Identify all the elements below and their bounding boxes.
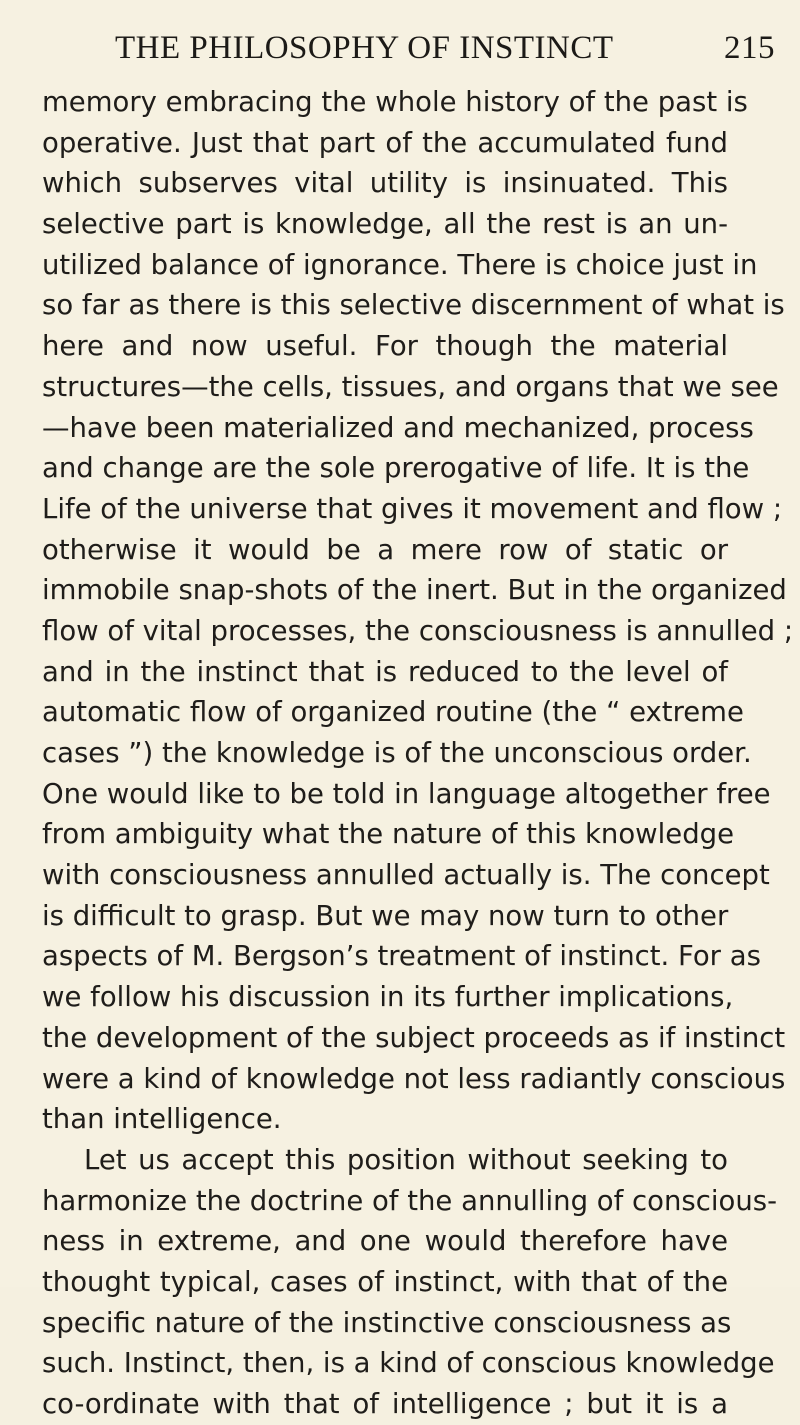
- text-line: with consciousness annulled actually is. The concept: [42, 859, 770, 892]
- text-line: such. Instinct, then, is a kind of conscious knowledge: [42, 1347, 775, 1380]
- text-line: memory embracing the whole history of the past is: [42, 86, 748, 118]
- text-line: is difficult to grasp. But we may now turn to other: [42, 899, 729, 932]
- text-line: One would like to be told in language altogether free: [42, 777, 771, 810]
- text-line: selective part is knowledge, all the rest is an un-: [42, 208, 728, 241]
- page-number: 215: [724, 30, 775, 66]
- paragraph-end-line: than intelligence.: [42, 1103, 282, 1136]
- text-line: and change are the sole prerogative of life. It is the: [42, 452, 750, 485]
- text-line: automatic flow of organized routine (the “ extreme: [42, 696, 744, 729]
- running-title: THE PHILOSOPHY OF INSTINCT: [115, 30, 614, 66]
- text-line: we follow his discussion in its further implications,: [42, 981, 734, 1014]
- text-line: specific nature of the instinctive consciousness as: [42, 1306, 732, 1339]
- text-line: which subserves vital utility is insinuated. This: [42, 167, 728, 200]
- text-line: immobile snap-shots of the inert. But in the organized: [42, 574, 787, 607]
- text-line: and in the instinct that is reduced to the level of: [42, 655, 728, 688]
- text-line: so far as there is this selective discernment of what is: [42, 289, 785, 322]
- text-line: the development of the subject proceeds as if instinct: [42, 1021, 786, 1054]
- text-line: otherwise it would be a mere row of static or: [42, 533, 728, 566]
- text-line: operative. Just that part of the accumulated fund: [42, 126, 728, 159]
- text-line: cases ”) the knowledge is of the unconscious order.: [42, 737, 752, 769]
- text-line: utilized balance of ignorance. There is choice just in: [42, 248, 758, 281]
- text-line: Life of the universe that gives it movement and flow ;: [42, 492, 783, 525]
- text-line: structures—the cells, tissues, and organs that we see: [42, 370, 779, 403]
- text-line: co-ordinate with that of intelligence ; but it is a: [42, 1388, 728, 1420]
- text-line: aspects of M. Bergson’s treatment of instinct. For as: [42, 940, 761, 973]
- text-line: ness in extreme, and one would therefore have: [42, 1225, 728, 1258]
- body-text: [42, 82, 794, 1425]
- paragraph-first-line: Let us accept this position without seeking to: [84, 1143, 728, 1176]
- text-line: —have been materialized and mechanized, process: [42, 411, 754, 444]
- text-line: here and now useful. For though the material: [42, 330, 728, 363]
- text-line: thought typical, cases of instinct, with that of the: [42, 1265, 728, 1298]
- text-line: flow of vital processes, the consciousness is annulled ;: [42, 614, 794, 647]
- running-head: [115, 30, 775, 70]
- text-line: harmonize the doctrine of the annulling of conscious-: [42, 1184, 777, 1217]
- text-line: from ambiguity what the nature of this knowledge: [42, 818, 735, 851]
- text-line: were a kind of knowledge not less radiantly conscious: [42, 1062, 786, 1095]
